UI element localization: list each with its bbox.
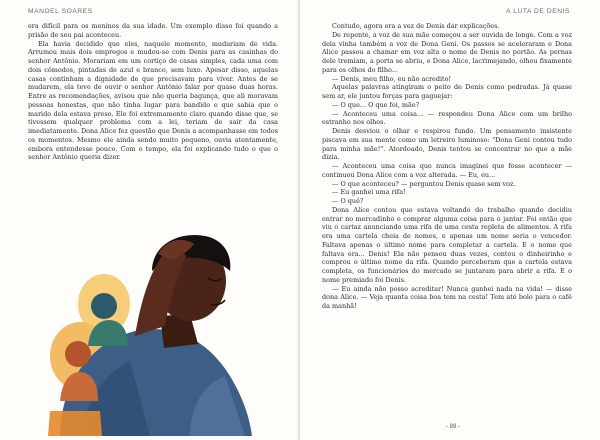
illustration-boy-with-hand-on-head xyxy=(40,226,270,436)
running-header-author: MANOEL SOARES xyxy=(28,8,93,15)
page-number: - 89 - xyxy=(446,424,461,430)
dialogue-line: — O que... O que foi, mãe? xyxy=(332,100,420,109)
paragraph: Contudo, agora era a vez de Denis dar explicações. xyxy=(332,22,500,30)
orange-cloth xyxy=(48,411,102,436)
paragraph: Ela havia decidido que eles, naquele momento, mudariam de vida. Arrumou mais dois empregos e mudou-se com Denis para as casinhas do senhor Antônio. Morariam em um cortiço de casas simples, cada uma com dois cômodos, pintadas de azul e branco, sem luxo. Apesar disso, aquelas casas continham a dignidade de que precisavam para viver. Antes de se mudarem, ela teve de ouvir o senhor Antônio falar por quase duas horas. Entre as recomendações, avisou que não queria bagunça, que ali moravam pessoas honestas, que não tinha lugar para bandido e que sabia que o marido dela estava preso. Ele foi extremamente claro quando disse que, se tivessem qualquer problema com a lei, teriam de sair da casa imediatamente. Dona Alice fez questão que Denis a acompanhasse em todos os momentos. Mesmo ele ainda sendo muito pequeno, ouvia atentamente, embora entendesse pouco. Com o tempo, ela foi explicando tudo o que o senhor Antônio queria dizer. xyxy=(28,39,278,162)
paragraph: De repente, a voz de sua mãe começou a ser ouvida de longe. Com a voz dela vinha também a voz de Dona Geni. Os passos se aceleraram e Dona Alice passou a chamar em voz alta o nome de Denis no portão. As pernas dele tremiam, a porta se abriu, e Dona Alice, lacrimejando, olhou fixamente para os olhos do filho... xyxy=(322,30,572,74)
right-page-text xyxy=(322,22,572,311)
dialogue-line: — O que aconteceu? — perguntou Denis quase sem voz. xyxy=(332,179,516,188)
page-number: - 85 - xyxy=(142,424,157,430)
dialogue-line: — O quê? xyxy=(332,197,364,205)
paragraph: Aquelas palavras atingiram o peito de Denis como pedradas. Já quase sem ar, ele juntou forças para gaguejar: xyxy=(322,83,572,100)
dialogue-line: — Denis, meu filho, eu não acredito! xyxy=(332,74,452,83)
running-header-title: A LUTA DE DENIS xyxy=(506,8,570,15)
dialogue-line: — Eu ainda não posso acreditar! Nunca ganhei nada na vida! — disse dona Alice. — Veja quanta coisa boa tem na cesta! Tem até bolo para o café da manhã! xyxy=(322,284,572,310)
left-page-text xyxy=(28,22,278,162)
paragraph: Dona Alice contou que estava voltando do trabalho quando decidiu entrar no mercadinho e comprar alguma coisa para o jantar. Foi então que viu o cartaz anunciando uma rifa de uma cesta repleta de alimentos. A rifa era uma cartela cheia de nomes, e apenas um nome seria o vencedor. Faltava apenas o último nome para completar a cartela. E o nome que faltava era... Denis! Ela não pensou duas vezes, contou o dinheirinho e comprou o último nome da rifa. Quando perceberam que a cartela estava completa, os funcionários do mercado se juntaram para abrir a rifa. E o nome premiado foi Denis. xyxy=(322,205,572,284)
dialogue-line: — Aconteceu uma coisa... — respondeu Dona Alice com um brilho estranho nos olhos. xyxy=(322,109,572,127)
small-figure-head xyxy=(65,341,91,367)
paragraph: era difícil para os meninos da sua idade. Um exemplo disso foi quando a prisão de seu pai aconteceu. xyxy=(28,22,278,39)
small-figure-head xyxy=(91,293,117,319)
paragraph: Denis desviou o olhar e respirou fundo. Um pensamento insistente piscava em sua mente como um letreiro luminoso: "Dona Geni contou tudo para minha mãe!". Atordoado, Denis tentou se concentrar no que a mãe dizia. xyxy=(322,127,572,162)
dialogue-line: — Aconteceu uma coisa que nunca imaginei que fosse acontecer — continuou Dona Alice com a voz alterada. — Eu, eu... xyxy=(322,162,572,179)
dialogue-line: — Eu ganhei uma rifa! xyxy=(332,188,406,197)
